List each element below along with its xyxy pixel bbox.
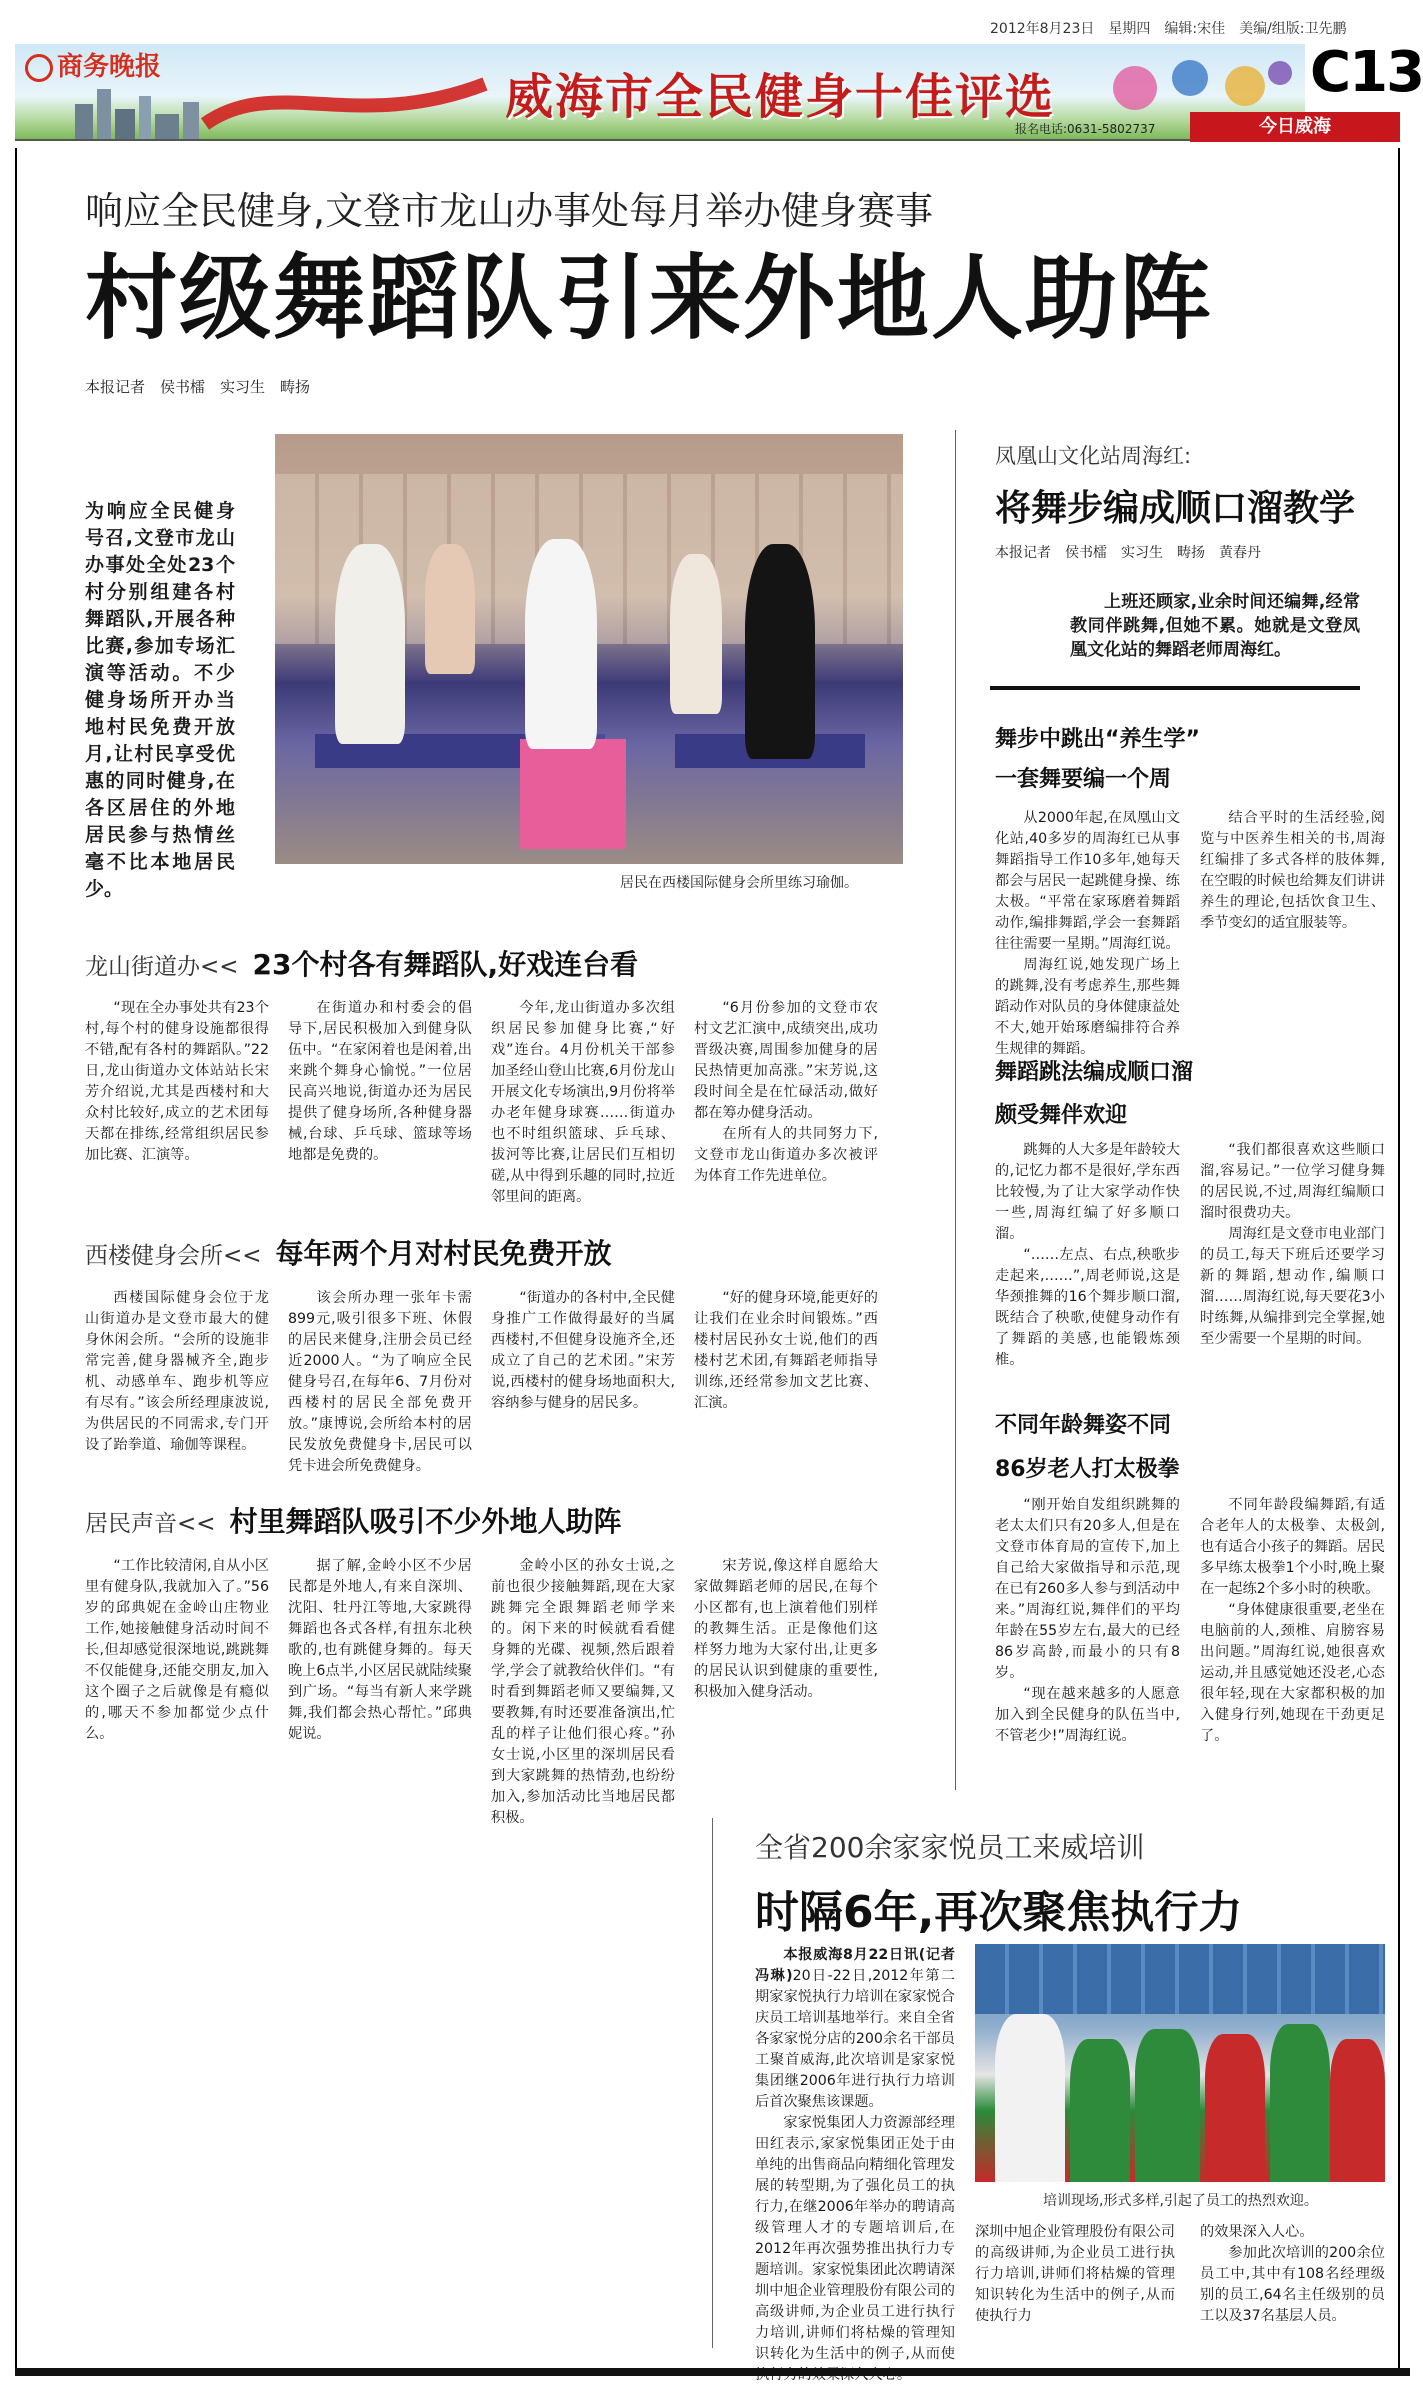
paragraph-continued: 深圳中旭企业管理股份有限公司的高级讲师,为企业员工进行执行力培训,讲师们将枯燥的管理知识转化为生活中的例子,从而使执行力 <box>975 2224 1175 2324</box>
article-column <box>288 1288 472 1474</box>
section-title: 23个村各有舞蹈队,好戏连台看 <box>252 948 639 981</box>
paragraph-text: 20日-22日,2012年第二期家家悦执行力培训在家家悦合庆员工培训基地举行。来自全省各家家悦分店的200余名干部员工聚首威海,此次培训是家家悦集团继2006年进行执行力培训后首次聚焦该课题。 <box>755 1968 956 2110</box>
article-column <box>755 1945 970 2362</box>
side-subhead: 一套舞要编一个周 <box>995 767 1172 792</box>
paragraph: “工作比较清闲,自从小区里有健身队,我就加入了。”56岁的邱典妮在金岭山庄物业工作,她接触健身活动时间不长,但却感觉很深地说,跳跳舞不仅能健身,还能交朋友,加入这个圈子之后就像是有瘾似的,哪天不参加都觉少点什么。 <box>85 1558 269 1742</box>
paragraph: 家家悦集团人力资源部经理田红表示,家家悦集团正处于由单纯的出售商品向精细化管理发展的转型期,为了强化员工的执行力,在继2006年举办的聘请高级管理人才的专题培训后,在2012年再次强势推出执行力专题培训。家家悦集团此次聘请深圳中旭企业管理股份有限公司的高级讲师,为企业员工进行执行力培训,讲师们将枯燥的管理知识转化为生活中的例子,从而使 <box>755 2115 955 2362</box>
article-column <box>694 1556 878 1791</box>
paragraph: “街道办的各村中,全民健身推广工作做得最好的当属西楼村,不但健身设施齐全,还成立了自己的艺术团。”宋芳说,西楼村的健身场地面积大,容纳参与健身的居民多。 <box>491 1290 675 1411</box>
section-header <box>85 943 638 983</box>
logo-ring-icon <box>25 54 53 82</box>
paragraph: “身体健康很重要,老坐在电脑前的人,颈椎、肩膀容易出问题。”周海红说,她很喜欢运动,并且感觉她还没老,心态很年轻,现在大家都积极的加入健身行列,她现在干劲更足了。 <box>1200 1602 1385 1744</box>
paragraph: 在街道办和村委会的倡导下,居民积极加入到健身队伍中。“在家闲着也是闲着,出来跳个舞身心愉悦。”一位居民高兴地说,街道办还为居民提供了健身场所,各种健身器械,台球、乒乓球、篮球等场地都是免费的。 <box>288 1000 472 1163</box>
dance-photo-caption: 居民在西楼国际健身会所里练习瑜伽。 <box>620 875 858 891</box>
section-label: 西楼健身会所<< <box>85 1243 262 1269</box>
page-number: C13 <box>1310 40 1423 105</box>
dateline: 本报威海8月22日讯(记者 冯琳) <box>755 1947 970 1984</box>
main-lede: 为响应全民健身号召,文登市龙山办事处全处23个村分别组建各村舞蹈队,开展各种比赛,参加专场汇演等活动。不少健身场所开办当地村民免费开放月,让村民享受优惠的同时健身,在各区居住的外地居民参与热情丝毫不比本地居民少。 <box>85 500 235 900</box>
banner-title: 威海市全民健身十佳评选 <box>505 69 1056 125</box>
header-meta: 2012年8月23日 星期四 编辑:宋佳 美编/组版:卫先鹏 <box>990 21 1347 37</box>
dance-photo <box>275 434 903 864</box>
column-divider <box>712 1818 713 2348</box>
training-photo-caption: 培训现场,形式多样,引起了员工的热烈欢迎。 <box>1043 2193 1318 2209</box>
article-column <box>1200 1140 1385 1385</box>
main-kicker: 响应全民健身,文登市龙山办事处每月举办健身赛事 <box>85 189 934 233</box>
banner-phone: 报名电话:0631-5802737 <box>1015 122 1156 136</box>
article-column <box>85 1288 269 1468</box>
side-subhead: 舞步中跳出“养生学” <box>995 727 1200 752</box>
paragraph: “我们都很喜欢这些顺口溜,容易记。”一位学习健身舞的居民说,不过,周海红编顺口溜时很费功夫。 <box>1200 1142 1385 1221</box>
paragraph: “6月份参加的文登市农村文艺汇演中,成绩突出,成功晋级决赛,周围参加健身的居民热情更加高涨。”宋芳说,这段时间全是在忙碌活动,做好都在筹办健身活动。 <box>694 1000 878 1121</box>
paragraph: “好的健身环境,能更好的让我们在业余时间锻炼。”西楼村居民孙女士说,他们的西楼村艺术团,有舞蹈老师指导训练,还经常参加文艺比赛、汇演。 <box>694 1290 878 1411</box>
bottom-kicker: 全省200余家家悦员工来威培训 <box>755 1831 1145 1864</box>
side-subhead: 86岁老人打太极拳 <box>995 1457 1180 1482</box>
side-headline: 将舞步编成顺口溜教学 <box>995 488 1356 529</box>
article-column <box>85 1556 269 1791</box>
paragraph: 宋芳说,像这样自愿给大家做舞蹈老师的居民,在每个小区都有,也上演着他们别样的教舞生活。正是像他们这样努力地为大家付出,让更多的居民认识到健康的重要性,积极加入健身活动。 <box>694 1558 878 1700</box>
footer-rule <box>15 2368 1410 2376</box>
column-divider <box>955 430 956 1790</box>
paragraph <box>755 1945 970 2113</box>
section-tag: 今日威海 <box>1190 112 1400 142</box>
paragraph: “现在全办事处共有23个村,每个村的健身设施都很得不错,配有各村的舞蹈队。”22日,龙山街道办文体站站长宋芳介绍说,尤其是西楼村和大众村比较好,成立的艺术团每天都在排练,经常组织居民参加比赛、汇演等。 <box>85 1000 269 1163</box>
article-column <box>995 808 1180 1057</box>
article-column <box>975 2222 1175 2362</box>
paragraph: 据了解,金岭小区不少居民都是外地人,有来自深圳、沈阳、牡丹江等地,大家跳得舞蹈也各式各样,有扭东北秧歌的,也有跳健身舞的。每天晚上6点半,小区居民就陆续聚到广场。“每当有新人来学跳舞,我们都会热心帮忙。”邱典妮说。 <box>288 1558 472 1742</box>
city-skyline-icon <box>75 74 495 139</box>
paragraph: 结合平时的生活经验,阅览与中医养生相关的书,周海红编排了多式各样的肢体舞,在空暇的时候也给舞友们讲讲养生的理论,包括饮食卫生、季节变幻的适宜服装等。 <box>1200 810 1385 931</box>
side-kicker: 凤凰山文化站周海红: <box>995 444 1192 468</box>
logo-text: 商务晚报 <box>57 52 162 82</box>
paragraph: “刚开始自发组织跳舞的老太太们只有20多人,但是在文登市体育局的宣传下,加上自己给大家做指导和示范,现在已有260多人参与到活动中来。”周海红说,舞伴们的平均年龄在55岁左右,最大的已经86岁高龄,而最小的只有8岁。 <box>995 1497 1180 1681</box>
paragraph: 参加此次培训的200余位员工中,其中有108名经理级别的员工,64名主任级别的员工以及37名基层人员。 <box>1200 2245 1385 2324</box>
section-label: 居民声音<< <box>85 1511 216 1537</box>
paragraph: “……左点、右点,秧歌步走起来,……”,周老师说,这是华颈推舞的16个舞步顺口溜,既结合了秧歌,使健身动作有了舞蹈的美感,也能锻炼颈椎。 <box>995 1247 1180 1368</box>
paragraph: 上班还顾家,业余时间还编舞,经常教同伴跳舞,但她不累。她就是文登凤凰文化站的舞蹈老师周海红。 <box>1070 592 1360 660</box>
side-subhead: 舞蹈跳法编成顺口溜 <box>995 1060 1194 1085</box>
athletes-icon <box>1105 48 1295 118</box>
main-byline: 本报记者 侯书檑 实习生 畴扬 <box>85 378 311 396</box>
left-border <box>15 148 17 2370</box>
right-border <box>1398 148 1400 2370</box>
side-lede <box>1070 590 1360 675</box>
article-column <box>491 1288 675 1468</box>
paragraph: 不同年龄段编舞蹈,有适合老年人的太极拳、太极剑,也有适合小孩子的舞蹈。居民多早练太极拳1个小时,晚上聚在一起练2个多小时的秧歌。 <box>1200 1497 1385 1597</box>
paragraph: “现在越来越多的人愿意加入到全民健身的队伍当中,不管老少!”周海红说。 <box>995 1686 1180 1744</box>
paragraph: 在所有人的共同努力下,文登市龙山街道办多次被评为体育工作先进单位。 <box>694 1126 878 1184</box>
paragraph: 西楼国际健身会位于龙山街道办是文登市最大的健身休闲会所。“会所的设施非常完善,健身器械齐全,跑步机、动感单车、跑步机等应有尽有。”该会所经理康波说,为供居民的不同需求,专门开设了跆拳道、瑜伽等课程。 <box>85 1290 269 1453</box>
article-column <box>288 1556 472 1791</box>
article-column <box>995 1140 1180 1385</box>
paragraph: 金岭小区的孙女士说,之前也很少接触舞蹈,现在大家跳舞完全跟舞蹈老师学来的。闲下来的时候就看看健身舞的光碟、视频,然后跟着学,学会了就教给伙伴们。“有时看到舞蹈老师又要编舞,又要教舞,有时还要准备演出,忙乱的样子让他们很心疼。”孙女士说,小区里的深圳居民看到大家跳舞的热情劲,也纷纷加入,参加活动比当地居民都积极。 <box>491 1558 675 1826</box>
article-column <box>1200 2222 1385 2362</box>
article-column <box>288 998 472 1243</box>
section-label: 龙山街道办<< <box>85 954 239 980</box>
article-column <box>995 1495 1180 1785</box>
article-column <box>491 1556 675 1826</box>
main-headline: 村级舞蹈队引来外地人助阵 <box>85 245 1214 352</box>
article-column <box>491 998 675 1243</box>
banner <box>15 44 1305 141</box>
article-column <box>694 998 878 1243</box>
section-title: 每年两个月对村民免费开放 <box>275 1237 612 1270</box>
article-column <box>694 1288 878 1468</box>
bottom-headline: 时隔6年,再次聚焦执行力 <box>755 1887 1243 1938</box>
paragraph-continued: 的效果深入人心。 <box>1200 2224 1314 2240</box>
section-title: 村里舞蹈队吸引不少外地人助阵 <box>229 1505 622 1538</box>
paragraph: 今年,龙山街道办多次组织居民参加健身比赛,“好戏”连台。4月份机关干部参加圣经山登山比赛,6月份龙山开展文化专场演出,9月份将举办老年健身球赛……街道办也不时组织篮球、乒乓球、拔河等比赛,让居民们互相切磋,从中得到乐趣的同时,拉近邻里间的距离。 <box>491 1000 675 1205</box>
paragraph: 周海红说,她发现广场上的跳舞,没有考虑养生,那些舞蹈动作对队员的身体健康益处不大,她开始琢磨编排符合养生规律的舞蹈。 <box>995 957 1180 1057</box>
article-column <box>1200 1495 1385 1785</box>
paragraph: 周海红是文登市电业部门的员工,每天下班后还要学习新的舞蹈,想动作,编顺口溜……周海红说,每天要花3小时练舞,从编排到完全掌握,她至少需要一个星期的时间。 <box>1200 1226 1385 1347</box>
article-column <box>85 998 269 1243</box>
paragraph: 跳舞的人大多是年龄较大的,记忆力都不是很好,学东西比较慢,为了让大家学动作快一些,周海红编了好多顺口溜。 <box>995 1142 1180 1242</box>
training-photo <box>975 1944 1385 2182</box>
section-header <box>85 1232 612 1272</box>
side-subhead: 颇受舞伴欢迎 <box>995 1103 1128 1128</box>
paragraph: 该会所办理一张年卡需899元,吸引很多下班、休假的居民来健身,注册会员已经近2000人。“为了响应全民健身号召,在每年6、7月份对西楼村的居民全部免费开放。”康博说,会所给本村的居民发放免费健身卡,居民可以凭卡进会所免费健身。 <box>288 1290 472 1474</box>
paragraph: 从2000年起,在凤凰山文化站,40多岁的周海红已从事舞蹈指导工作10多年,她每天都会与居民一起跳健身操、练太极。“平常在家琢磨着舞蹈动作,编排舞蹈,学会一套舞蹈往往需要一星期。”周海红说。 <box>995 810 1180 952</box>
side-byline: 本报记者 侯书檑 实习生 畴扬 黄春丹 <box>995 545 1261 561</box>
side-subhead: 不同年龄舞姿不同 <box>995 1413 1172 1438</box>
article-column <box>1200 808 1385 1038</box>
section-header <box>85 1500 622 1540</box>
side-rule <box>990 686 1360 690</box>
